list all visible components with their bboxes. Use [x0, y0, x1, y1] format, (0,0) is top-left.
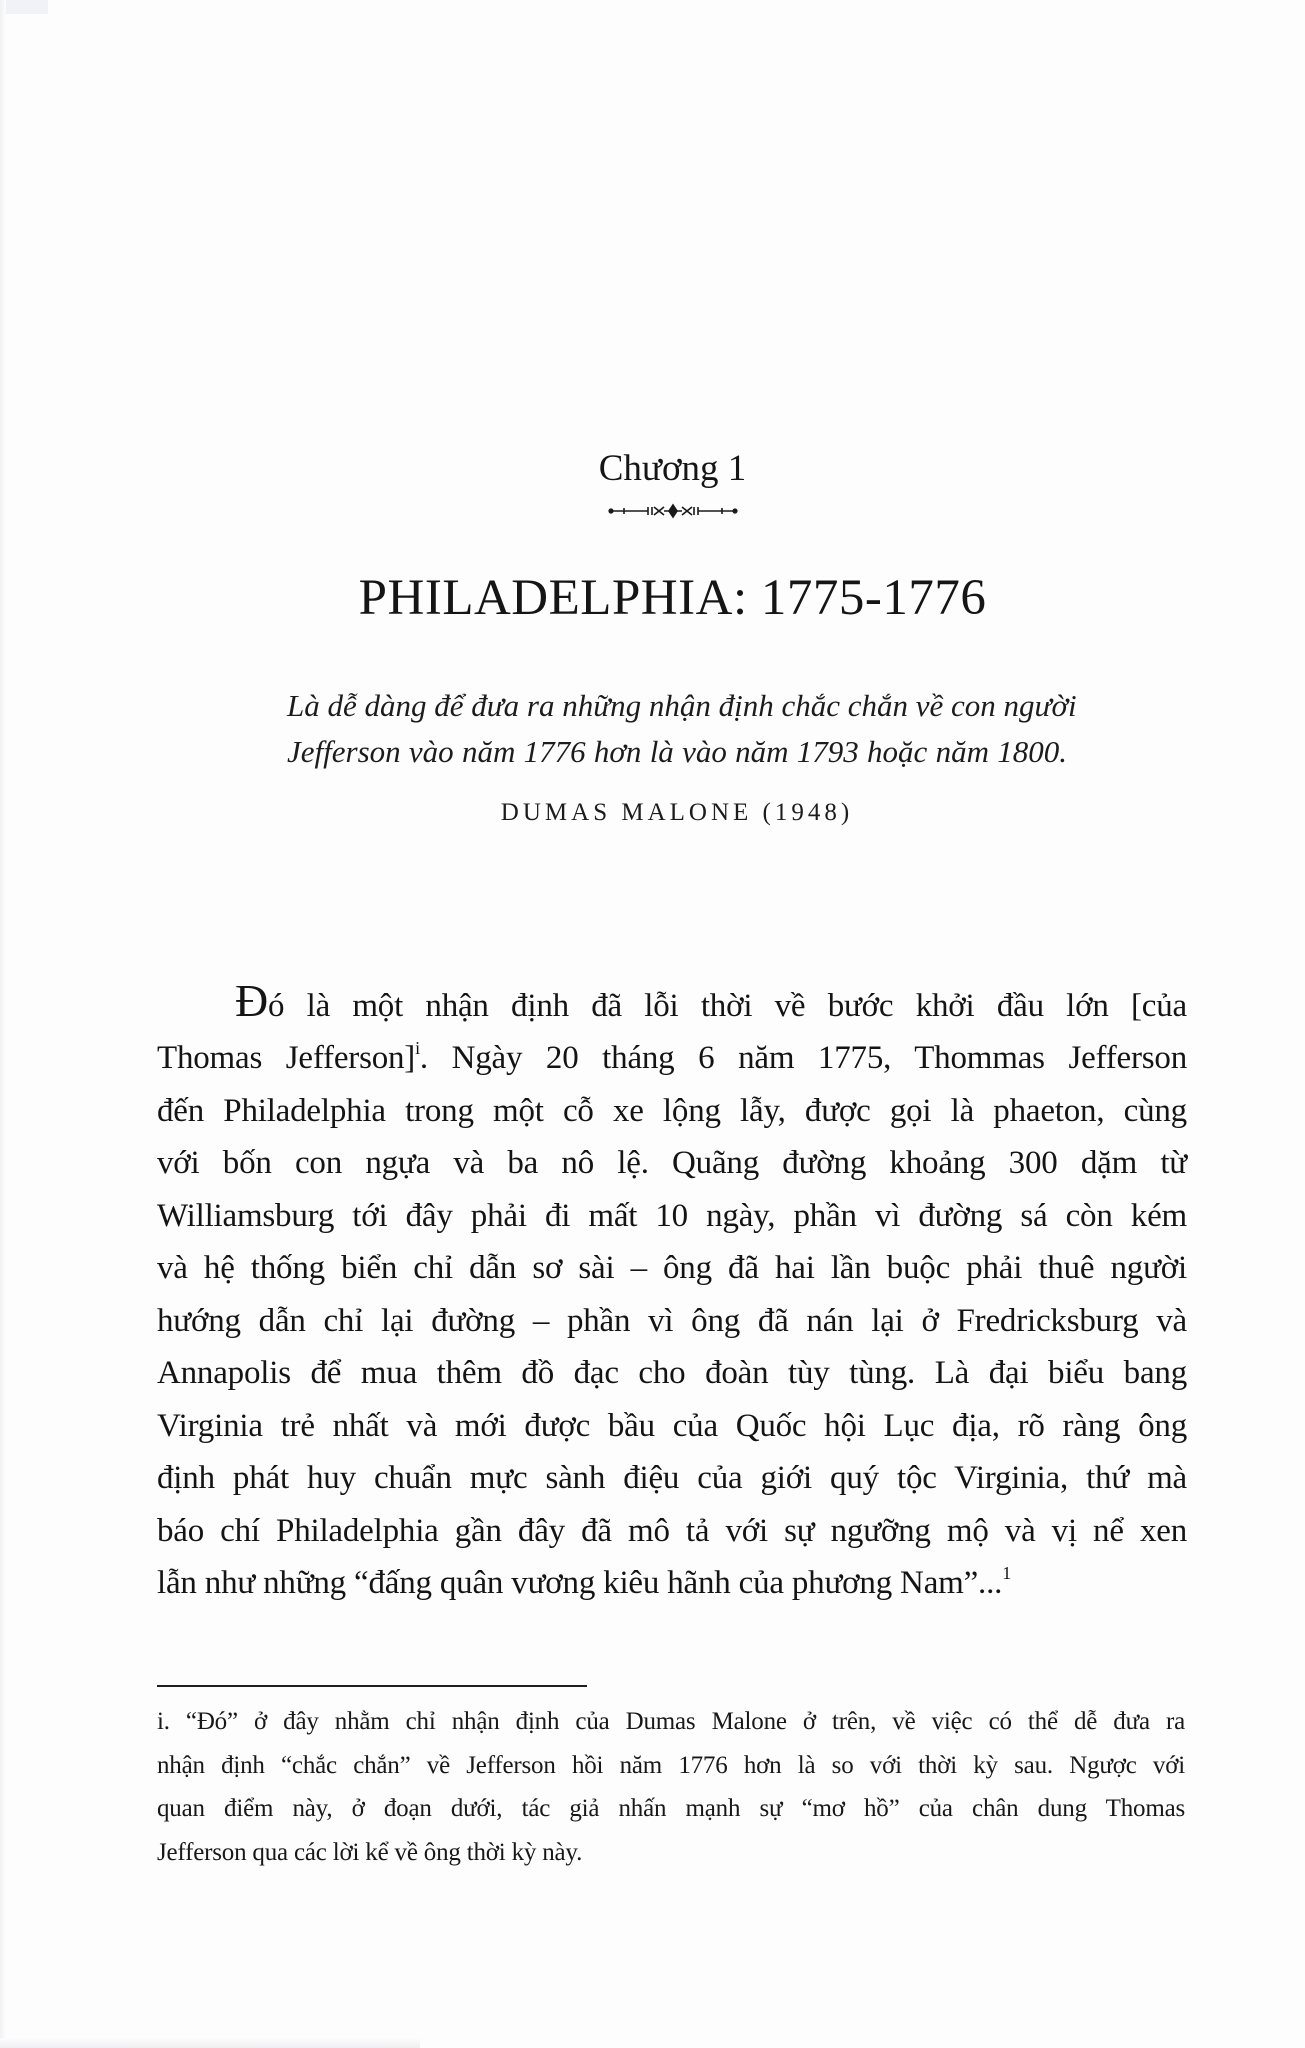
body-line: báo chí Philadelphia gần đây đã mô tả với sự ngưỡng mộ và vị nể xen	[157, 1513, 1187, 1549]
epigraph-attribution: DUMAS MALONE (1948)	[500, 799, 854, 826]
body-line	[157, 1036, 1187, 1080]
page-bottom-edge	[0, 2038, 420, 2048]
body-line: Williamsburg tới đây phải đi mất 10 ngày, phần vì đường sá còn kém	[157, 1198, 1187, 1234]
epigraph-line: Là dễ dàng để đưa ra những nhận định chắc chắn về con người	[287, 688, 1077, 723]
body-text: Thomas Jefferson]	[157, 1040, 416, 1076]
endnote-marker[interactable]: 1	[1002, 1563, 1012, 1583]
body-line: và hệ thống biển chỉ dẫn sơ sài – ông đã hai lần buộc phải thuê người	[157, 1250, 1187, 1286]
body-text: . Ngày 20 tháng 6 năm 1775, Thommas Jefferson	[419, 1040, 1187, 1076]
decorative-divider-icon	[608, 503, 738, 519]
body-line: với bốn con ngựa và ba nô lệ. Quãng đường khoảng 300 dặm từ	[157, 1145, 1187, 1181]
scan-corner-artifact	[0, 0, 48, 14]
chapter-label: Chương 1	[598, 448, 747, 489]
body-line	[157, 1561, 1187, 1605]
body-text: lẫn như những “đấng quân vương kiêu hãnh của phương Nam”...	[157, 1565, 1003, 1601]
footnote-line: nhận định “chắc chắn” về Jefferson hồi năm 1776 hơn là so với thời kỳ sau. Ngược với	[157, 1752, 1185, 1779]
epigraph-line: Jefferson vào năm 1776 hơn là vào năm 1793 hoặc năm 1800.	[287, 734, 1067, 769]
footnote-line: Jefferson qua các lời kể về ông thời kỳ này.	[157, 1839, 583, 1866]
footnote-marker[interactable]: i	[415, 1038, 420, 1058]
body-line: ó là một nhận định đã lỗi thời về bước khởi đầu lớn [của	[268, 988, 1187, 1024]
footnote-divider	[157, 1685, 587, 1687]
body-line: Annapolis để mua thêm đồ đạc cho đoàn tùy tùng. Là đại biểu bang	[157, 1355, 1187, 1391]
body-line: định phát huy chuẩn mực sành điệu của giới quý tộc Virginia, thứ mà	[157, 1460, 1187, 1496]
footnote-line: quan điểm này, ở đoạn dưới, tác giả nhấn mạnh sự “mơ hồ” của chân dung Thomas	[157, 1795, 1185, 1822]
body-line: Virginia trẻ nhất và mới được bầu của Quốc hội Lục địa, rõ ràng ông	[157, 1408, 1187, 1444]
book-page: Chương 1 PHILADELPHIA: 1775-1776 Là dễ dàng để đưa ra những nhận định chắc chắn về con người Jefferson vào năm 1776 hơn là vào năm 1793 hoặc năm 1800. DUMAS MALONE (1948) Đ ó là một nhận định đã lỗi thời về bước khởi đầu lớn [của Thomas Jefferson]$^i$. Ngày 20 tháng 6 năm 1775, Thommas Jefferson đến Philadelphia trong một cỗ xe lộng lẫy, được gọi là phaeton, cùng với bốn con ngựa và ba nô lệ. Quãng đường khoảng 300 dặm từ Williamsburg tới đây phải đi mất 10 ngày, phần vì đường sá còn kém và hệ thống biển chỉ dẫn sơ sài – ông đã hai lần buộc phải thuê người hướng dẫn chỉ lại đường – phần vì ông đã nán lại ở Fredricksburg và Annapolis để mua thêm đồ đạc cho đoàn tùy tùng. Là đại biểu bang Virginia trẻ nhất và mới được bầu của Quốc hội Lục địa, rõ ràng ông định phát huy chuẩn mực sành điệu của giới quý tộc Virginia, thứ mà báo chí Philadelphia gần đây đã mô tả với sự ngưỡng mộ và vị nể xen lẫn như những “đấng quân vương kiêu hãnh của phương Nam”...$^1$ i. “Đó” ở đây nhằm chỉ nhận định của Dumas Malone ở trên, về việc có thể dễ đưa ra nhận định “chắc chắn” về Jefferson hồi năm 1776 hơn là so với thời kỳ sau. Ngược với quan điểm này, ở đoạn dưới, tác giả nhấn mạnh sự “mơ hồ” của chân dung Thomas Jefferson qua các lời kể về ông thời kỳ này.	[0, 0, 1305, 2048]
body-line: hướng dẫn chỉ lại đường – phần vì ông đã nán lại ở Fredricksburg và	[157, 1303, 1187, 1339]
page-left-edge	[0, 0, 6, 2048]
body-line: đến Philadelphia trong một cỗ xe lộng lẫy, được gọi là phaeton, cùng	[157, 1093, 1187, 1129]
chapter-title: PHILADELPHIA: 1775-1776	[358, 570, 987, 626]
footnote-line: i. “Đó” ở đây nhằm chỉ nhận định của Dumas Malone ở trên, về việc có thể dễ đưa ra	[157, 1708, 1185, 1735]
